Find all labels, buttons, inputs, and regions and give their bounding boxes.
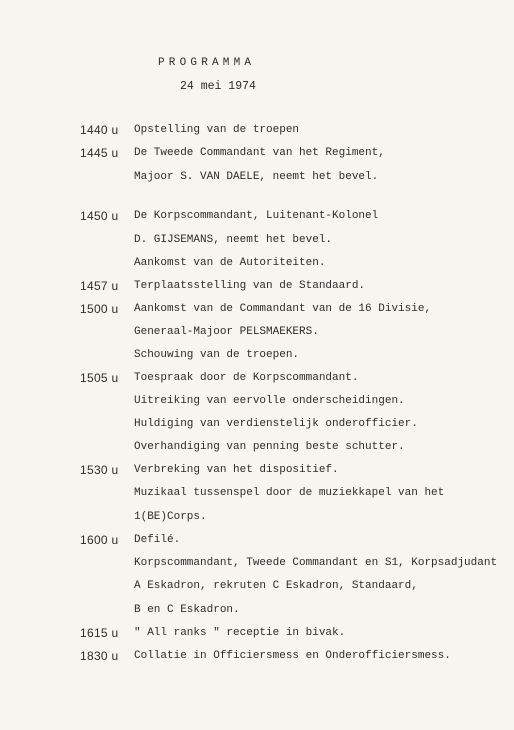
entry-time: 1530 u (80, 463, 119, 477)
entry-text-line: Terplaatsstelling van de Standaard. (134, 280, 366, 292)
entry-text-line: " All ranks " receptie in bivak. (134, 627, 346, 639)
entry-time: 1450 u (80, 209, 119, 223)
entry-text-line: Korpscommandant, Tweede Commandant en S1, Korpsadjudant (134, 557, 498, 569)
entry-text-line: Aankomst van de Autoriteiten. (134, 257, 326, 269)
entry-text-line: De Tweede Commandant van het Regiment, (134, 147, 385, 159)
entry-time: 1445 u (80, 146, 119, 160)
entry-text-line: D. GIJSEMANS, neemt het bevel. (134, 234, 333, 246)
document-date: 24 mei 1974 (180, 80, 256, 93)
entry-text-line: Uitreiking van eervolle onderscheidingen. (134, 395, 405, 407)
entry-text-line: B en C Eskadron. (134, 604, 240, 616)
entry-time: 1600 u (80, 533, 119, 547)
entry-text-line: Verbreking van het dispositief. (134, 464, 339, 476)
entry-text-line: Collatie in Officiersmess en Onderofficiersmess. (134, 650, 451, 662)
entry-text-line: Overhandiging van penning beste schutter. (134, 441, 405, 453)
entry-time: 1500 u (80, 302, 119, 316)
entry-text-line: Huldiging van verdienstelijk onderofficier. (134, 418, 418, 430)
entry-text-line: Aankomst van de Commandant van de 16 Divisie, (134, 303, 432, 315)
entry-time: 1457 u (80, 279, 119, 293)
entry-text-line: Opstelling van de troepen (134, 124, 300, 136)
entry-text-line: 1(BE)Corps. (134, 511, 207, 523)
entry-text-line: Muzikaal tussenspel door de muziekkapel van het (134, 487, 445, 499)
entry-text-line: Toespraak door de Korpscommandant. (134, 372, 359, 384)
entry-text-line: Defilé. (134, 534, 181, 546)
entry-text-line: Schouwing van de troepen. (134, 349, 300, 361)
entry-time: 1440 u (80, 123, 119, 137)
entry-time: 1615 u (80, 626, 119, 640)
document-title: PROGRAMMA (158, 57, 256, 69)
entry-text-line: A Eskadron, rekruten C Eskadron, Standaard, (134, 580, 418, 592)
entry-text-line: Generaal-Majoor PELSMAEKERS. (134, 326, 319, 338)
entry-text-line: Majoor S. VAN DAELE, neemt het bevel. (134, 171, 379, 183)
entry-time: 1505 u (80, 371, 119, 385)
entry-text-line: De Korpscommandant, Luitenant-Kolonel (134, 210, 379, 222)
entry-time: 1830 u (80, 649, 119, 663)
